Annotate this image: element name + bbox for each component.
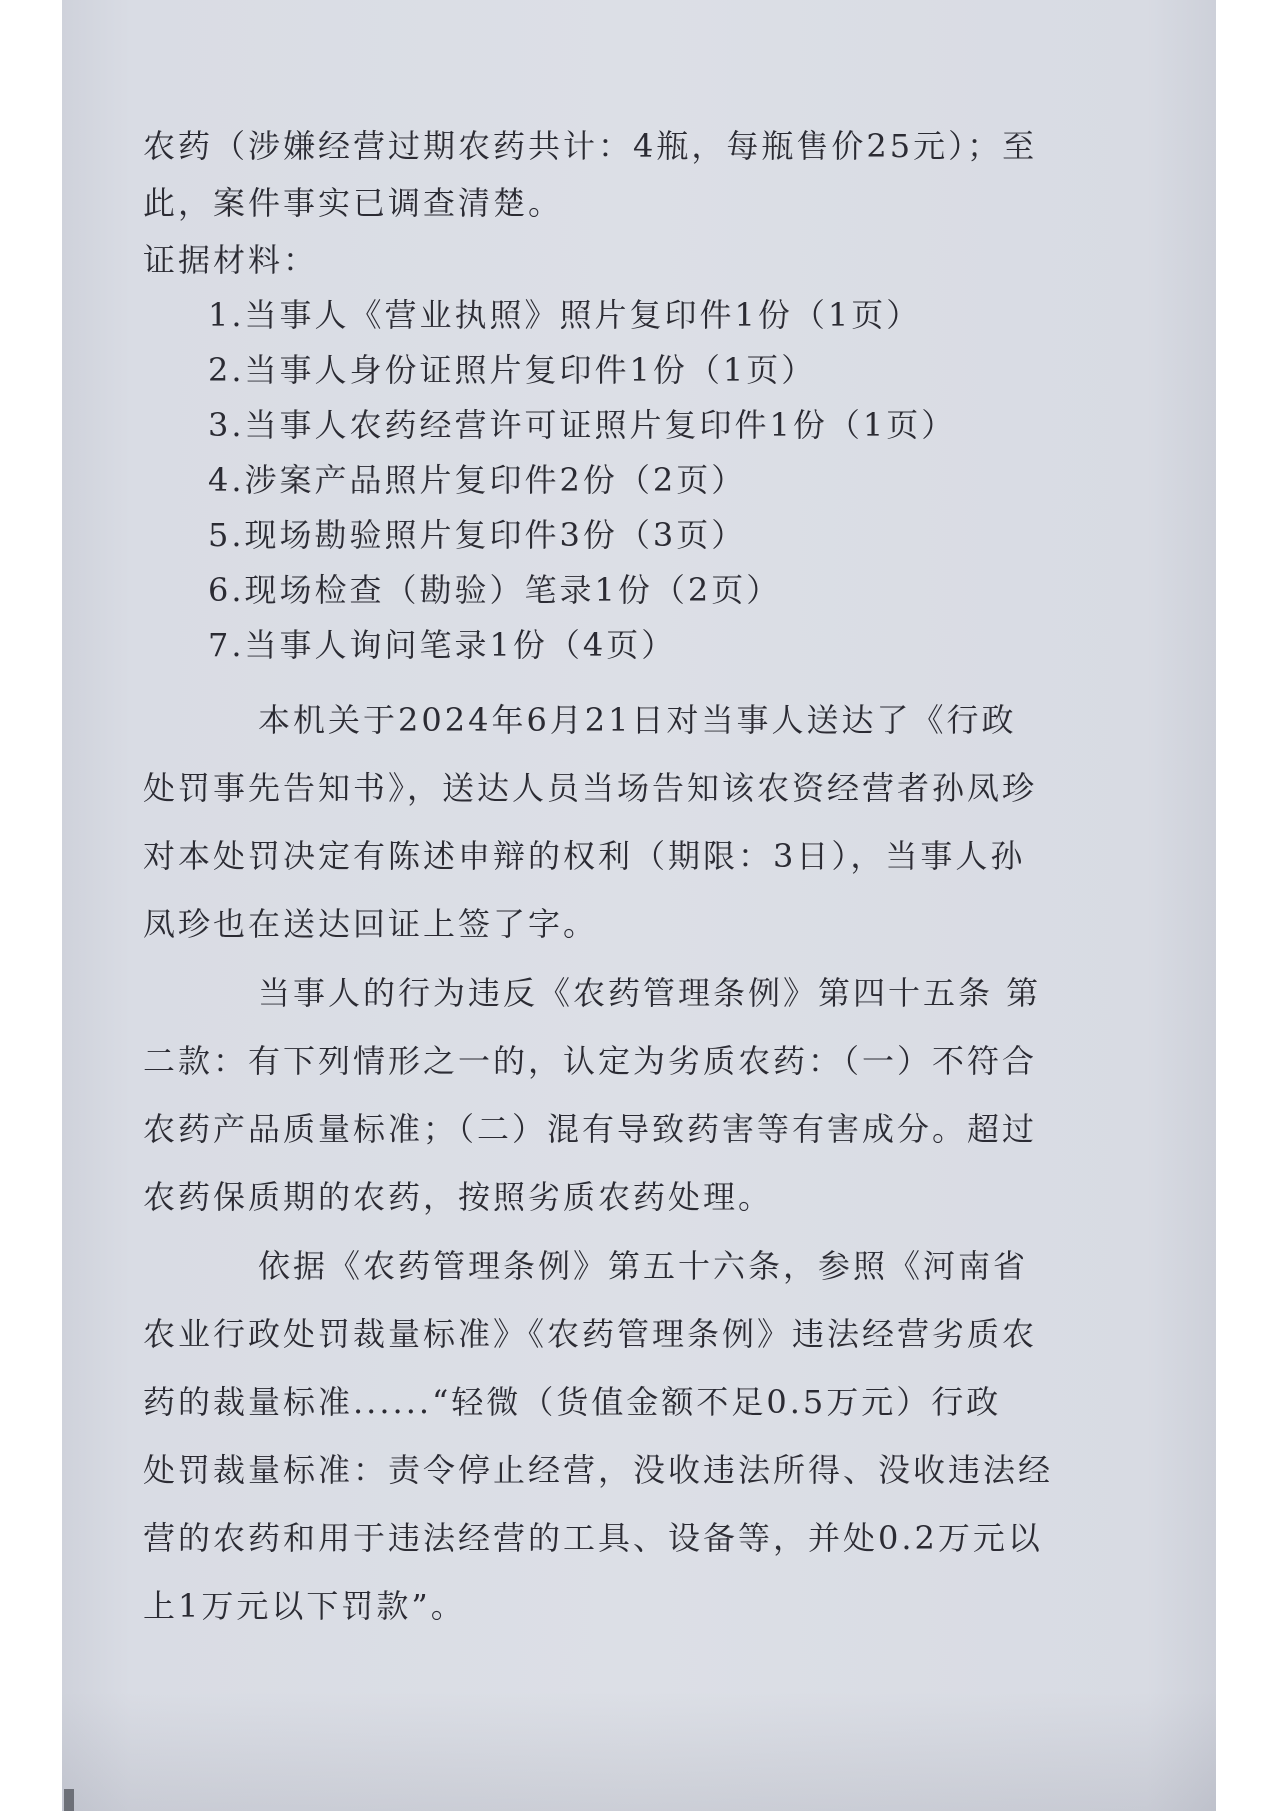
evidence-heading: 证据材料：	[143, 241, 319, 279]
evidence-item: 4.涉案产品照片复印件2份（2页）	[208, 461, 747, 499]
paragraph-line: 上1万元以下罚款”。	[143, 1587, 466, 1625]
evidence-item: 5.现场勘验照片复印件3份（3页）	[208, 516, 747, 554]
text-line: 农药（涉嫌经营过期农药共计：4瓶，每瓶售价25元）；至	[143, 127, 1038, 165]
evidence-item: 6.现场检查（勘验）笔录1份（2页）	[208, 571, 782, 609]
paragraph-line: 药的裁量标准......“轻微（货值金额不足0.5万元）行政	[143, 1383, 1002, 1421]
paragraph-line: 依据《农药管理条例》第五十六条，参照《河南省	[258, 1247, 1029, 1285]
evidence-item: 3.当事人农药经营许可证照片复印件1份（1页）	[208, 406, 957, 444]
paragraph-line: 处罚裁量标准：责令停止经营，没收违法所得、没收违法经	[143, 1451, 1054, 1489]
evidence-item: 2.当事人身份证照片复印件1份（1页）	[208, 351, 817, 389]
paragraph-line: 农药保质期的农药，按照劣质农药处理。	[143, 1178, 774, 1216]
paragraph-line: 对本处罚决定有陈述申辩的权利（期限：3日），当事人孙	[143, 837, 1026, 875]
paragraph-line: 本机关于2024年6月21日对当事人送达了《行政	[258, 701, 1017, 739]
page-edge-mark	[64, 1789, 74, 1811]
text-line: 此，案件事实已调查清楚。	[143, 184, 564, 222]
paragraph-line: 营的农药和用于违法经营的工具、设备等，并处0.2万元以	[143, 1519, 1043, 1557]
paragraph-line: 农业行政处罚裁量标准》《农药管理条例》违法经营劣质农	[143, 1315, 1038, 1353]
paragraph-line: 处罚事先告知书》，送达人员当场告知该农资经营者孙凤珍	[143, 769, 1038, 807]
paragraph-line: 二款：有下列情形之一的，认定为劣质农药：（一）不符合	[143, 1042, 1038, 1080]
paragraph-line: 当事人的行为违反《农药管理条例》第四十五条 第	[258, 974, 1042, 1012]
evidence-item: 7.当事人询问笔录1份（4页）	[208, 626, 677, 664]
evidence-item: 1.当事人《营业执照》照片复印件1份（1页）	[208, 296, 922, 334]
paragraph-line: 凤珍也在送达回证上签了字。	[143, 905, 599, 943]
paragraph-line: 农药产品质量标准；（二）混有导致药害等有害成分。超过	[143, 1110, 1038, 1148]
page-shadow	[62, 1691, 1216, 1811]
